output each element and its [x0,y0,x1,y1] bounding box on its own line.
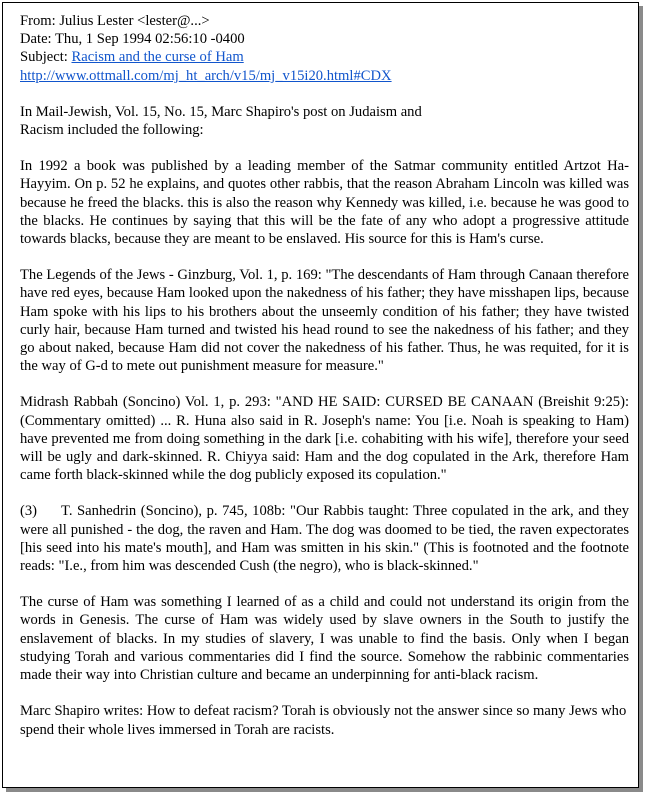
subject-link[interactable]: Racism and the curse of Ham [71,49,244,66]
email-content [20,12,629,739]
email-date: Date: Thu, 1 Sep 1994 02:56:10 -0400 [20,31,245,48]
paragraph-satmar: In 1992 a book was published by a leading member of the Satmar community entitled Artzot Ha-Hayyim. On p. 52 he explains, and quotes other rabbis, that the reason Abraham Lincoln was killed was because he freed the blacks. this is also the reason why Kennedy was killed, i.e. because he was good to the blacks. He continues by saying that this will be the fate of any who adopt a progressive attitude towards blacks, because they are meant to be enslaved. His source for this is Ham's curse. [20,158,629,248]
paragraph-sanhedrin [20,502,629,575]
paragraph-legends: The Legends of the Jews - Ginzburg, Vol. 1, p. 169: "The descendants of Ham through Canaan therefore have red eyes, because Ham looked upon the nakedness of his father; they have misshapen lips, because Ham spoke with his lips to his brothers about the unseemly condition of his father; they have twisted curly hair, because Ham turned and twisted his head round to see the nakedness of his father; and they go about naked, because Ham did not cover the nakedness of his father. Thus, he was requited, for it is the way of G-d to mete out punishment measure for measure." [20,267,629,375]
subject-prefix: Subject: [20,49,72,66]
paragraph-curse-of-ham: The curse of Ham was something I learned of as a child and could not understand its origin from the words in Genesis. The curse of Ham was widely used by slave owners in the South to justify the enslavement of blacks. In my studies of slavery, I was unable to find the basis. Only when I began studying Torah and various commentaries did I find the source. Somehow the rabbinic commentaries made their way into Christian culture and became an underpinning for anti-black racism. [20,594,629,684]
archive-url-link[interactable]: http://www.ottmall.com/mj_ht_arch/v15/mj_v15i20.html#CDX [20,67,392,84]
email-from: From: Julius Lester <lester@...> [20,13,210,29]
sanhedrin-text: T. Sanhedrin (Soncino), p. 745, 108b: "Our Rabbis taught: Three copulated in the ark, and they were all punished - the dog, the raven and Ham. The dog was doomed to be tied, the raven expectorates [his seed into his mate's mouth], and Ham was smitten in his skin." (This is footnoted and the footnote reads: "I.e., from him was descended Cush (the negro), who is black-skinned." [20,503,629,575]
sanhedrin-label: (3) [20,503,38,520]
email-subject [20,48,629,66]
paragraph-midrash: Midrash Rabbah (Soncino) Vol. 1, p. 293: "AND HE SAID: CURSED BE CANAAN (Breishit 9:25): (Commentary omitted) ... R. Huna also said in R. Joseph's name: You [i.e. Noah is speaking to Ham) have prevented me from doing something in the dark [i.e. cohabiting with his wife], therefore your seed will be ugly and dark-skinned. R. Chiyya said: Ham and the dog copulated in the Ark, therefore Ham came forth black-skinned while the dog publicly exposed its copulation." [20,394,629,484]
paragraph-shapiro: Marc Shapiro writes: How to defeat racism? Torah is obviously not the answer since so many Jews who spend their whole lives immersed in Torah are racists. [20,703,627,738]
intro-paragraph: In Mail-Jewish, Vol. 15, No. 15, Marc Shapiro's post on Judaism and Racism included the following: [20,103,422,139]
email-document-frame [2,2,639,788]
